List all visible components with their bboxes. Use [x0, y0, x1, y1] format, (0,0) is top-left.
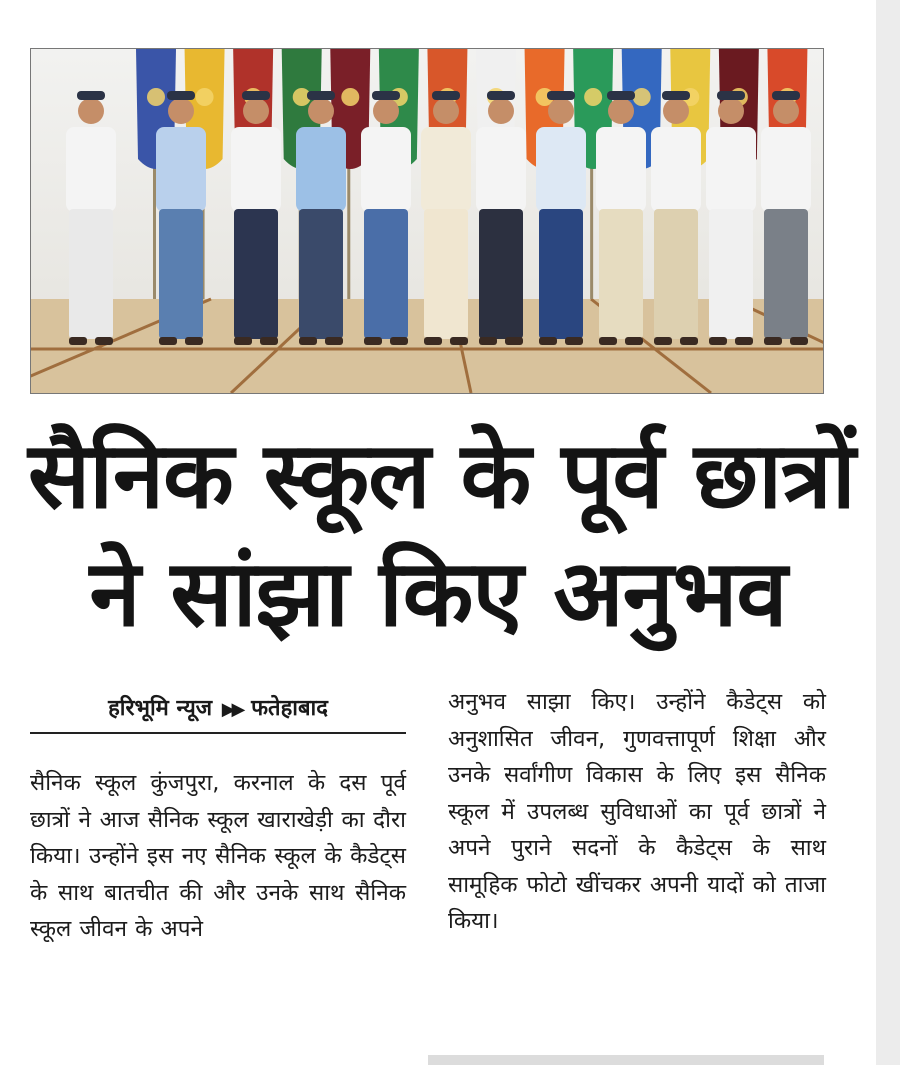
person-shoe — [599, 337, 617, 345]
person-trousers — [69, 209, 113, 339]
person-trousers — [364, 209, 408, 339]
person-head — [663, 98, 689, 124]
person-shoe — [479, 337, 497, 345]
person-shoe — [790, 337, 808, 345]
person-shoe — [185, 337, 203, 345]
person — [596, 91, 646, 345]
person-head — [168, 98, 194, 124]
person-cap — [717, 91, 745, 100]
person-trousers — [599, 209, 643, 339]
person-shirt — [231, 127, 281, 212]
headline-line-1: सैनिक स्कूल के पूर्व छात्रों — [28, 422, 855, 529]
person-trousers — [479, 209, 523, 339]
person-cap — [662, 91, 690, 100]
byline-location: फतेहाबाद — [251, 696, 328, 721]
person-shoe — [450, 337, 468, 345]
bottom-divider — [428, 1055, 824, 1065]
group-photo — [30, 48, 824, 394]
person-shirt — [651, 127, 701, 212]
person-trousers — [654, 209, 698, 339]
group-photo-illustration — [31, 49, 823, 393]
person-shirt — [296, 127, 346, 212]
article-column-1: सैनिक स्कूल कुंजपुरा, करनाल के दस पूर्व छात्रों ने आज सैनिक स्कूल खाराखेड़ी का दौरा किया। उन्होंने इस नए सैनिक स्कूल के कैडेट्स के साथ बातचीत की और उनके साथ सैनिक स्कूल जीवन के अपने — [30, 770, 406, 942]
person — [66, 91, 116, 345]
person-trousers — [764, 209, 808, 339]
flag-emblem — [584, 88, 602, 106]
person-head — [608, 98, 634, 124]
person-cap — [432, 91, 460, 100]
person-shoe — [735, 337, 753, 345]
person-head — [308, 98, 334, 124]
person-cap — [77, 91, 105, 100]
person-shoe — [260, 337, 278, 345]
person-shoe — [234, 337, 252, 345]
person-shirt — [361, 127, 411, 212]
person-head — [718, 98, 744, 124]
person-cap — [167, 91, 195, 100]
person-cap — [772, 91, 800, 100]
person-cap — [307, 91, 335, 100]
person-shirt — [421, 127, 471, 212]
person-trousers — [159, 209, 203, 339]
flag-emblem — [147, 88, 165, 106]
person — [231, 91, 281, 345]
person-cap — [242, 91, 270, 100]
person-shirt — [156, 127, 206, 212]
person-shoe — [565, 337, 583, 345]
person-shoe — [424, 337, 442, 345]
person-shoe — [159, 337, 177, 345]
page-edge-strip — [876, 0, 900, 1065]
person-shoe — [654, 337, 672, 345]
person-shoe — [625, 337, 643, 345]
person-shirt — [476, 127, 526, 212]
flag-emblem — [341, 88, 359, 106]
person-cap — [547, 91, 575, 100]
person — [761, 91, 811, 345]
person-shoe — [95, 337, 113, 345]
person-shoe — [764, 337, 782, 345]
byline-source: हरिभूमि न्यूज — [108, 696, 213, 721]
person-shoe — [680, 337, 698, 345]
person-shirt — [536, 127, 586, 212]
person-shirt — [706, 127, 756, 212]
article-column-2: अनुभव साझा किए। उन्होंने कैडेट्स को अनुशासित जीवन, गुणवत्तापूर्ण शिक्षा और उनके सर्वांगीण विकास के लिए इस सैनिक स्कूल में उपलब्ध सुविधाओं का पूर्व छात्रों ने अपने पुराने सदनों के कैडेट्स के साथ सामूहिक फोटो खींचकर अपनी यादों को ताजा किया। — [448, 689, 826, 934]
person-shoe — [364, 337, 382, 345]
person-shoe — [505, 337, 523, 345]
headline — [28, 420, 855, 650]
person-shirt — [596, 127, 646, 212]
person — [536, 91, 586, 345]
person-trousers — [299, 209, 343, 339]
person-trousers — [234, 209, 278, 339]
flag-emblem — [633, 88, 651, 106]
person-cap — [487, 91, 515, 100]
person-shirt — [761, 127, 811, 212]
person — [156, 91, 206, 345]
person-head — [488, 98, 514, 124]
person-shoe — [299, 337, 317, 345]
person-shoe — [709, 337, 727, 345]
headline-line-2: ने सांझा किए अनुभव — [89, 540, 787, 647]
person-cap — [372, 91, 400, 100]
person-shirt — [66, 127, 116, 212]
person — [476, 91, 526, 345]
person-shoe — [325, 337, 343, 345]
person — [296, 91, 346, 345]
person-cap — [607, 91, 635, 100]
person — [706, 91, 756, 345]
flag-emblem — [196, 88, 214, 106]
person — [361, 91, 411, 345]
person-trousers — [424, 209, 468, 339]
person-head — [773, 98, 799, 124]
person-trousers — [539, 209, 583, 339]
person-head — [373, 98, 399, 124]
person-shoe — [69, 337, 87, 345]
person-head — [433, 98, 459, 124]
person-head — [243, 98, 269, 124]
byline — [30, 690, 406, 734]
person-shoe — [390, 337, 408, 345]
person-shoe — [539, 337, 557, 345]
person — [421, 91, 471, 345]
person-head — [78, 98, 104, 124]
person-head — [548, 98, 574, 124]
person — [651, 91, 701, 345]
person-trousers — [709, 209, 753, 339]
byline-arrow-icon: ▶▶ — [221, 699, 242, 720]
